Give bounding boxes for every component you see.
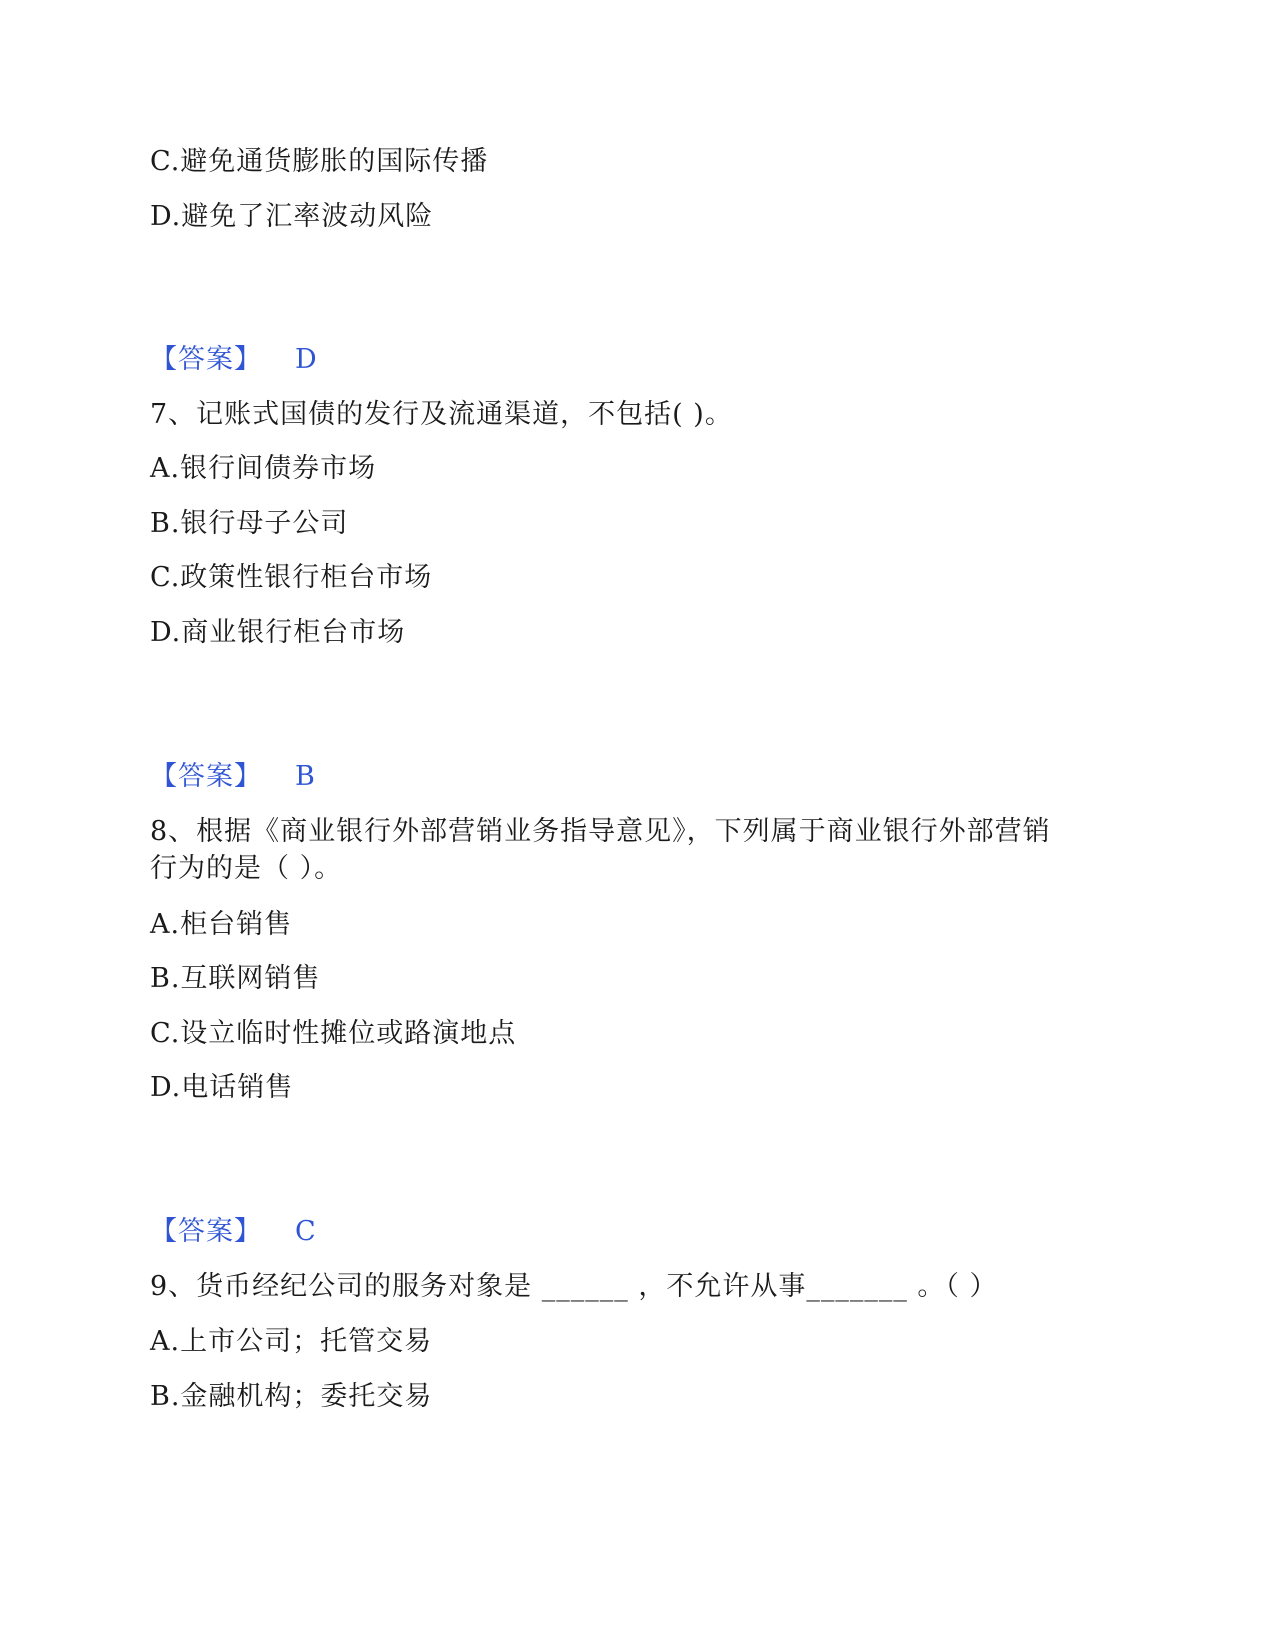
option-d: D.商业银行柜台市场 <box>150 617 406 648</box>
answer-value: B <box>295 761 316 792</box>
option-c: C.设立临时性摊位或路演地点 <box>150 1018 517 1049</box>
option-c: C.政策性银行柜台市场 <box>150 562 433 593</box>
option-c: C.避免通货膨胀的国际传播 <box>150 146 489 177</box>
answer-row <box>150 1215 317 1249</box>
question-stem: 7、记账式国债的发行及流通渠道，不包括( )。 <box>150 399 733 430</box>
option-a: A.银行间债券市场 <box>150 453 377 484</box>
option-a: A.柜台销售 <box>150 909 293 940</box>
answer-label: 【答案】 <box>150 344 262 375</box>
option-b: B.金融机构；委托交易 <box>150 1381 433 1412</box>
answer-label: 【答案】 <box>150 761 262 792</box>
option-d: D.避免了汇率波动风险 <box>150 201 434 232</box>
option-d: D.电话销售 <box>150 1072 294 1103</box>
question-stem: 9、货币经纪公司的服务对象是 ______ ，不允许从事_______ 。（ ） <box>150 1271 998 1302</box>
option-b: B.互联网销售 <box>150 963 321 994</box>
answer-value: C <box>295 1216 317 1247</box>
answer-value: D <box>295 344 318 375</box>
answer-row <box>150 760 316 794</box>
option-b: B.银行母子公司 <box>150 508 349 539</box>
answer-label: 【答案】 <box>150 1216 262 1247</box>
question-stem-line1: 8、根据《商业银行外部营销业务指导意见》，下列属于商业银行外部营销 <box>150 816 1051 847</box>
question-stem-line2: 行为的是（ ）。 <box>150 853 343 884</box>
answer-row <box>150 343 318 377</box>
option-a: A.上市公司；托管交易 <box>150 1326 433 1357</box>
